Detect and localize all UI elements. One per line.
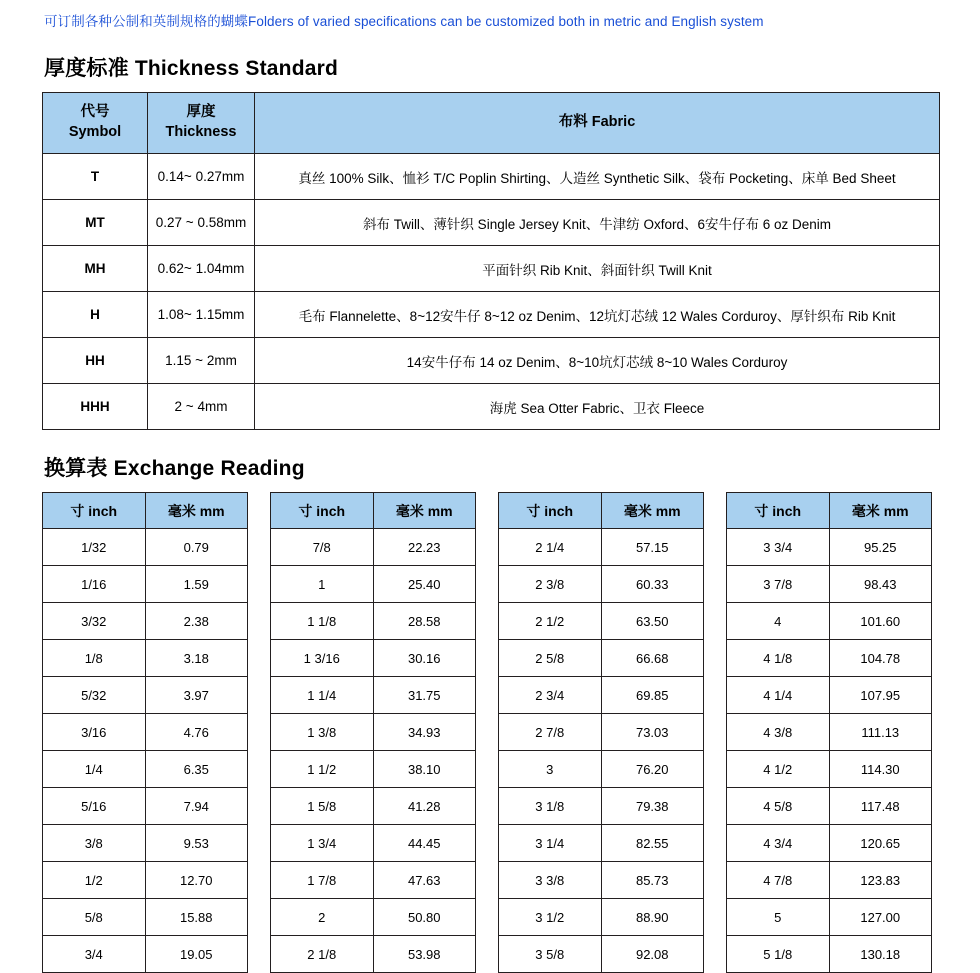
- cell-symbol: T: [43, 154, 148, 200]
- cell-inch: 1 3/16: [271, 640, 374, 677]
- table-row: [43, 936, 248, 973]
- table-row: [499, 862, 704, 899]
- cell-inch: 1/32: [43, 529, 146, 566]
- exchange-body-1: [43, 529, 248, 973]
- cell-thickness: 1.15 ~ 2mm: [148, 338, 255, 384]
- cell-mm: 127.00: [829, 899, 932, 936]
- cell-inch: 3/16: [43, 714, 146, 751]
- exchange-head-1: [43, 493, 248, 529]
- cell-mm: 25.40: [373, 566, 476, 603]
- table-row: [727, 529, 932, 566]
- cell-mm: 41.28: [373, 788, 476, 825]
- cell-thickness: 0.62~ 1.04mm: [148, 246, 255, 292]
- exchange-head-2: [271, 493, 476, 529]
- cell-thickness: 0.14~ 0.27mm: [148, 154, 255, 200]
- cell-inch: 3 1/2: [499, 899, 602, 936]
- th-mm: 毫米 mm: [601, 493, 704, 529]
- cell-fabric: 毛布 Flannelette、8~12安牛仔 8~12 oz Denim、12坑灯芯绒 12 Wales Corduroy、厚针织布 Rib Knit: [255, 292, 940, 338]
- cell-inch: 5/16: [43, 788, 146, 825]
- th-thickness-cn: 厚度: [186, 104, 216, 121]
- cell-fabric: 14安牛仔布 14 oz Denim、8~10坑灯芯绒 8~10 Wales Corduroy: [255, 338, 940, 384]
- cell-inch: 4 3/4: [727, 825, 830, 862]
- cell-inch: 2: [271, 899, 374, 936]
- cell-symbol: H: [43, 292, 148, 338]
- cell-mm: 104.78: [829, 640, 932, 677]
- cell-inch: 4 1/2: [727, 751, 830, 788]
- cell-inch: 3/32: [43, 603, 146, 640]
- cell-mm: 107.95: [829, 677, 932, 714]
- cell-inch: 2 3/8: [499, 566, 602, 603]
- cell-mm: 2.38: [145, 603, 248, 640]
- table-row: [43, 714, 248, 751]
- cell-inch: 2 5/8: [499, 640, 602, 677]
- table-row: [499, 640, 704, 677]
- cell-inch: 2 1/8: [271, 936, 374, 973]
- cell-symbol: MH: [43, 246, 148, 292]
- cell-inch: 4 3/8: [727, 714, 830, 751]
- cell-mm: 3.97: [145, 677, 248, 714]
- cell-mm: 34.93: [373, 714, 476, 751]
- exchange-body-2: [271, 529, 476, 973]
- table-row: [271, 862, 476, 899]
- cell-inch: 4: [727, 603, 830, 640]
- th-inch: 寸 inch: [727, 493, 830, 529]
- cell-mm: 6.35: [145, 751, 248, 788]
- cell-inch: 3: [499, 751, 602, 788]
- cell-mm: 63.50: [601, 603, 704, 640]
- exchange-body-3: [499, 529, 704, 973]
- cell-mm: 76.20: [601, 751, 704, 788]
- table-row: [43, 862, 248, 899]
- table-row: [499, 751, 704, 788]
- cell-mm: 31.75: [373, 677, 476, 714]
- cell-mm: 120.65: [829, 825, 932, 862]
- th-symbol: [43, 93, 148, 154]
- cell-fabric: 斜布 Twill、薄针织 Single Jersey Knit、牛津纺 Oxford、6安牛仔布 6 oz Denim: [255, 200, 940, 246]
- cell-inch: 3 1/8: [499, 788, 602, 825]
- cell-inch: 3/4: [43, 936, 146, 973]
- table-row: [499, 714, 704, 751]
- exchange-table-3: [498, 492, 704, 973]
- top-banner: [40, 0, 940, 30]
- table-row: [727, 677, 932, 714]
- cell-inch: 2 1/4: [499, 529, 602, 566]
- cell-inch: 1/2: [43, 862, 146, 899]
- exchange-table-1: [42, 492, 248, 973]
- exchange-header-row: [727, 493, 932, 529]
- cell-inch: 7/8: [271, 529, 374, 566]
- table-row: [43, 292, 940, 338]
- cell-mm: 111.13: [829, 714, 932, 751]
- cell-inch: 1/16: [43, 566, 146, 603]
- cell-mm: 12.70: [145, 862, 248, 899]
- exchange-header-row: [43, 493, 248, 529]
- cell-mm: 88.90: [601, 899, 704, 936]
- exchange-table-4: [726, 492, 932, 973]
- exchange-table-2: [270, 492, 476, 973]
- table-row: [499, 677, 704, 714]
- table-row: [727, 751, 932, 788]
- table-row: [727, 899, 932, 936]
- table-row: [727, 714, 932, 751]
- cell-mm: 53.98: [373, 936, 476, 973]
- banner-text-cn: 可订制各种公制和英制规格的蝴蝶: [44, 14, 248, 29]
- table-row: [43, 825, 248, 862]
- th-fabric: 布料 Fabric: [255, 93, 940, 154]
- table-row: [43, 384, 940, 430]
- table-row: [43, 751, 248, 788]
- th-symbol-cn: 代号: [80, 104, 110, 121]
- table-row: [727, 936, 932, 973]
- cell-fabric: 平面针织 Rib Knit、斜面针织 Twill Knit: [255, 246, 940, 292]
- table-row: [727, 603, 932, 640]
- cell-inch: 1/4: [43, 751, 146, 788]
- cell-mm: 60.33: [601, 566, 704, 603]
- table-row: [499, 603, 704, 640]
- cell-inch: 3 5/8: [499, 936, 602, 973]
- table-row: [271, 640, 476, 677]
- cell-inch: 1 3/8: [271, 714, 374, 751]
- cell-mm: 92.08: [601, 936, 704, 973]
- cell-mm: 66.68: [601, 640, 704, 677]
- cell-mm: 30.16: [373, 640, 476, 677]
- cell-fabric: 真丝 100% Silk、恤衫 T/C Poplin Shirting、人造丝 Synthetic Silk、袋布 Pocketing、床单 Bed Sheet: [255, 154, 940, 200]
- table-row: [271, 751, 476, 788]
- table-row: [43, 529, 248, 566]
- th-symbol-en: Symbol: [68, 124, 122, 140]
- table-row: [43, 154, 940, 200]
- thickness-table-head: [43, 93, 940, 154]
- table-row: [499, 825, 704, 862]
- table-row: [499, 936, 704, 973]
- cell-symbol: MT: [43, 200, 148, 246]
- exchange-header-row: [271, 493, 476, 529]
- cell-inch: 1/8: [43, 640, 146, 677]
- cell-symbol: HHH: [43, 384, 148, 430]
- table-row: [43, 200, 940, 246]
- cell-symbol: HH: [43, 338, 148, 384]
- th-thickness-en: Thickness: [165, 124, 237, 140]
- cell-inch: 5 1/8: [727, 936, 830, 973]
- cell-inch: 5/32: [43, 677, 146, 714]
- th-inch: 寸 inch: [271, 493, 374, 529]
- cell-inch: 3 7/8: [727, 566, 830, 603]
- thickness-section-title: 厚度标准 Thickness Standard: [44, 57, 338, 80]
- exchange-header-row: [499, 493, 704, 529]
- table-row: [271, 529, 476, 566]
- table-row: [727, 788, 932, 825]
- exchange-section-title: 换算表 Exchange Reading: [44, 457, 305, 480]
- cell-inch: 2 7/8: [499, 714, 602, 751]
- cell-inch: 1 7/8: [271, 862, 374, 899]
- table-row: [271, 936, 476, 973]
- cell-inch: 1 1/4: [271, 677, 374, 714]
- cell-thickness: 0.27 ~ 0.58mm: [148, 200, 255, 246]
- cell-mm: 1.59: [145, 566, 248, 603]
- table-row: [499, 566, 704, 603]
- cell-mm: 19.05: [145, 936, 248, 973]
- table-row: [43, 246, 940, 292]
- table-row: [43, 603, 248, 640]
- cell-mm: 28.58: [373, 603, 476, 640]
- cell-inch: 4 1/8: [727, 640, 830, 677]
- cell-fabric: 海虎 Sea Otter Fabric、卫衣 Fleece: [255, 384, 940, 430]
- thickness-table-body: [43, 154, 940, 430]
- table-row: [499, 788, 704, 825]
- table-row: [271, 603, 476, 640]
- cell-mm: 130.18: [829, 936, 932, 973]
- table-row: [499, 529, 704, 566]
- cell-mm: 50.80: [373, 899, 476, 936]
- cell-mm: 73.03: [601, 714, 704, 751]
- table-row: [271, 714, 476, 751]
- table-row: [43, 677, 248, 714]
- cell-mm: 3.18: [145, 640, 248, 677]
- cell-mm: 0.79: [145, 529, 248, 566]
- cell-inch: 1 1/2: [271, 751, 374, 788]
- table-row: [727, 862, 932, 899]
- cell-mm: 38.10: [373, 751, 476, 788]
- table-row: [727, 825, 932, 862]
- table-row: [43, 566, 248, 603]
- table-row: [271, 825, 476, 862]
- table-row: [271, 677, 476, 714]
- cell-inch: 4 5/8: [727, 788, 830, 825]
- cell-inch: 1: [271, 566, 374, 603]
- thickness-table: [42, 92, 940, 430]
- exchange-body-4: [727, 529, 932, 973]
- table-row: [499, 899, 704, 936]
- cell-mm: 101.60: [829, 603, 932, 640]
- cell-inch: 5: [727, 899, 830, 936]
- thickness-header-row: [43, 93, 940, 154]
- cell-inch: 3 1/4: [499, 825, 602, 862]
- exchange-head-4: [727, 493, 932, 529]
- banner-text-en: Folders of varied specifications can be customized both in metric and English system: [248, 14, 764, 29]
- table-row: [43, 788, 248, 825]
- table-row: [727, 640, 932, 677]
- cell-inch: 2 1/2: [499, 603, 602, 640]
- cell-inch: 2 3/4: [499, 677, 602, 714]
- cell-inch: 1 5/8: [271, 788, 374, 825]
- table-row: [43, 899, 248, 936]
- table-row: [43, 338, 940, 384]
- cell-mm: 95.25: [829, 529, 932, 566]
- cell-mm: 47.63: [373, 862, 476, 899]
- cell-thickness: 1.08~ 1.15mm: [148, 292, 255, 338]
- cell-mm: 114.30: [829, 751, 932, 788]
- cell-inch: 3/8: [43, 825, 146, 862]
- table-row: [727, 566, 932, 603]
- table-row: [271, 899, 476, 936]
- th-mm: 毫米 mm: [145, 493, 248, 529]
- table-row: [43, 640, 248, 677]
- cell-mm: 117.48: [829, 788, 932, 825]
- cell-mm: 79.38: [601, 788, 704, 825]
- cell-mm: 44.45: [373, 825, 476, 862]
- cell-mm: 85.73: [601, 862, 704, 899]
- cell-mm: 123.83: [829, 862, 932, 899]
- cell-thickness: 2 ~ 4mm: [148, 384, 255, 430]
- th-inch: 寸 inch: [43, 493, 146, 529]
- cell-mm: 9.53: [145, 825, 248, 862]
- th-mm: 毫米 mm: [373, 493, 476, 529]
- th-thickness: [148, 93, 255, 154]
- cell-inch: 3 3/4: [727, 529, 830, 566]
- table-row: [271, 566, 476, 603]
- cell-inch: 4 1/4: [727, 677, 830, 714]
- cell-mm: 22.23: [373, 529, 476, 566]
- th-inch: 寸 inch: [499, 493, 602, 529]
- cell-inch: 3 3/8: [499, 862, 602, 899]
- cell-inch: 4 7/8: [727, 862, 830, 899]
- exchange-tables-group: [42, 492, 940, 973]
- cell-mm: 4.76: [145, 714, 248, 751]
- cell-mm: 57.15: [601, 529, 704, 566]
- table-row: [271, 788, 476, 825]
- cell-mm: 7.94: [145, 788, 248, 825]
- cell-mm: 98.43: [829, 566, 932, 603]
- cell-inch: 1 1/8: [271, 603, 374, 640]
- cell-inch: 5/8: [43, 899, 146, 936]
- th-mm: 毫米 mm: [829, 493, 932, 529]
- cell-mm: 82.55: [601, 825, 704, 862]
- cell-mm: 15.88: [145, 899, 248, 936]
- cell-mm: 69.85: [601, 677, 704, 714]
- exchange-head-3: [499, 493, 704, 529]
- cell-inch: 1 3/4: [271, 825, 374, 862]
